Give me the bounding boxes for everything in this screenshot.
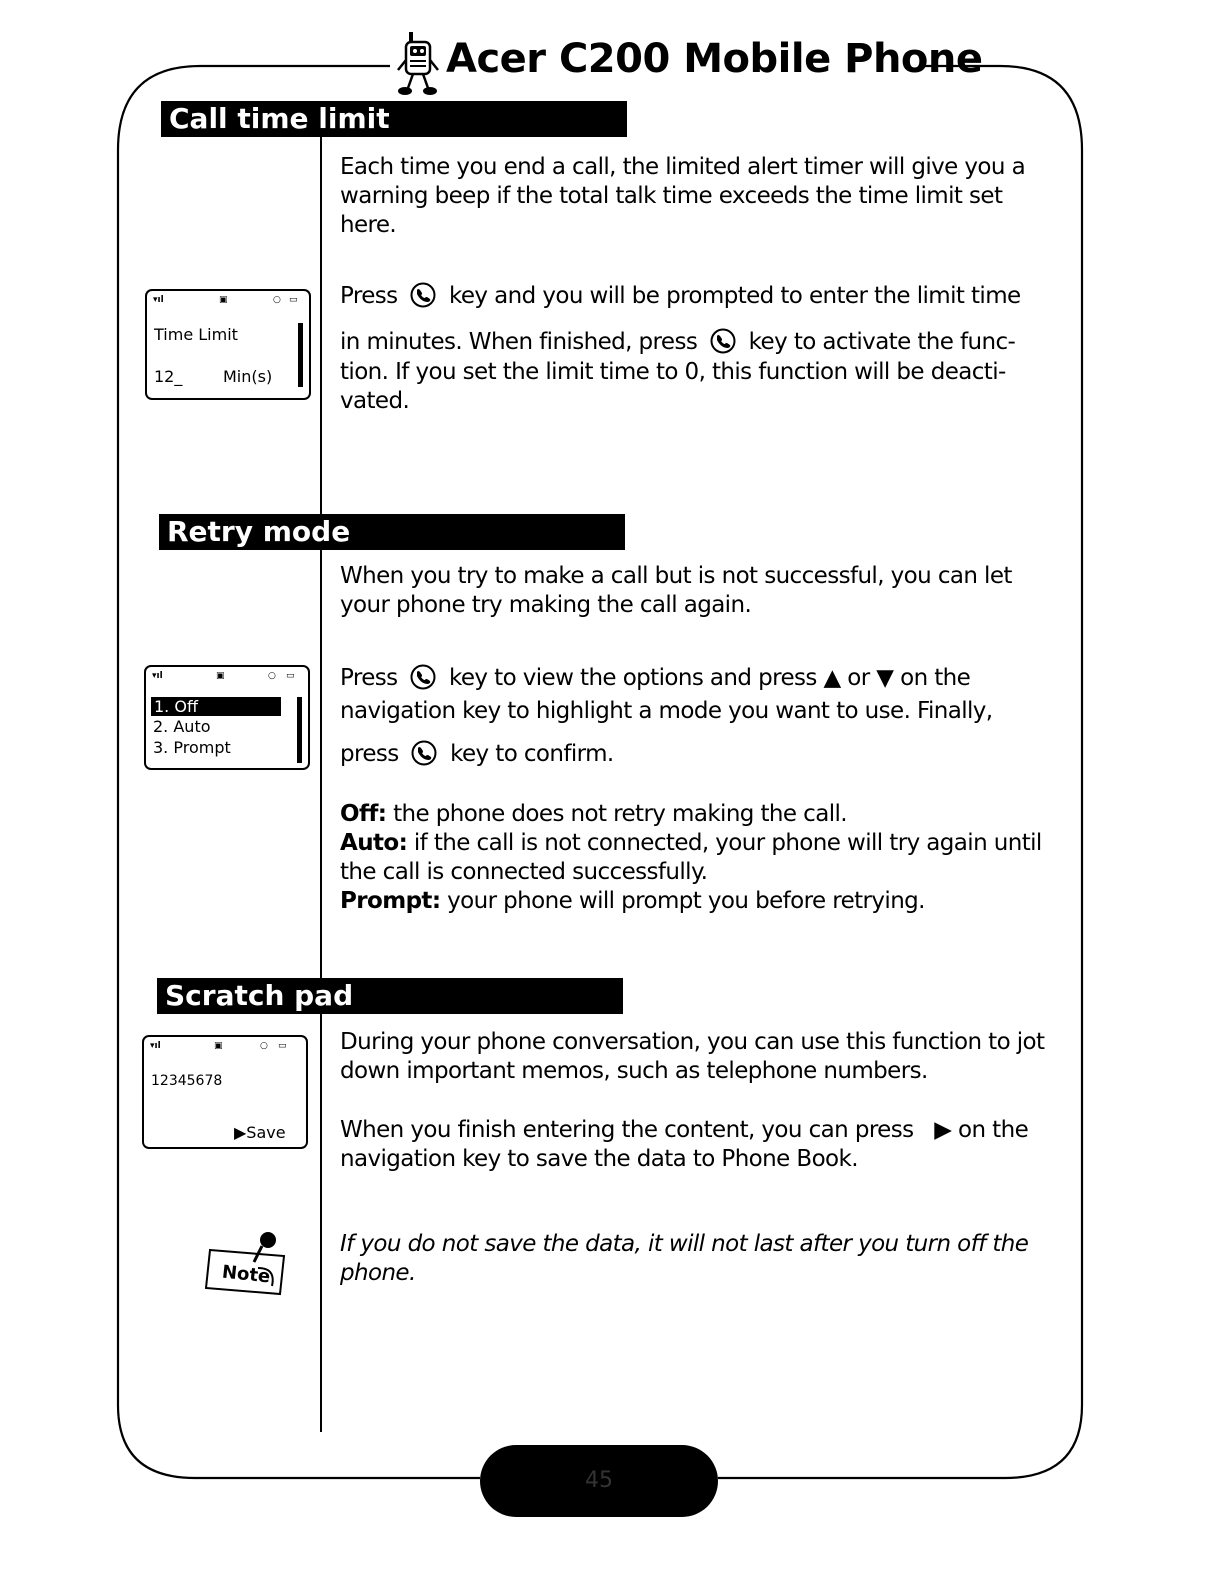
call-time-limit-instructions: Press key and you will be prompted to enter the limit time in minutes. When finished, press key to activate the func- tion. If you set the limit time to 0, this function will be deacti- vated. [340,283,1021,414]
page-number: 45 [480,1445,718,1517]
phone-screen-time-limit: ▾ıl ▣ ○ ▭ Time Limit 12_ Min(s) [145,289,311,400]
note-label: Note [221,1261,272,1288]
screen-label: Time Limit [154,325,238,344]
phone-mascot-icon [396,30,440,100]
definition-prompt: Prompt: your phone will prompt you before retrying. [340,888,925,914]
screen-scrollbar [297,697,302,763]
menu-item-off: 1. Off [151,697,281,716]
definition-auto: Auto: if the call is not connected, your phone will try again until the call is connected successfully. [340,830,1042,885]
retry-mode-definitions [340,800,1060,916]
page-title: Acer C200 Mobile Phone [446,36,983,82]
retry-mode-instructions: Press key to view the options and press ▲ or ▼ on the navigation key to highlight a mode you want to use. Finally, press key to confirm. [340,665,993,767]
scratch-pad-note: If you do not save the data, it will not last after you turn off the phone. [340,1231,1029,1286]
scratch-pad-instructions: When you finish entering the content, you can press ▶ on the navigation key to save the data to Phone Book. [340,1117,1029,1172]
retry-mode-intro: When you try to make a call but is not successful, you can let your phone try making the call again. [340,563,1012,618]
call-key-icon [410,282,436,308]
definition-off: Off: the phone does not retry making the call. [340,801,848,827]
call-key-icon [710,328,736,354]
phone-screen-retry-menu: ▾ıl ▣ ○ ▭ 1. Off 2. Auto 3. Prompt [144,665,310,770]
phone-screen-scratch-pad: ▾ıl ▣ ○ ▭ 12345678 ▶Save [142,1035,308,1149]
scratch-number: 12345678 [151,1073,223,1089]
call-key-icon [411,740,437,766]
section-heading-retry-mode: Retry mode [159,514,625,550]
screen-value: 12_ [154,367,183,386]
screen-unit: Min(s) [223,367,273,386]
section-heading-scratch-pad: Scratch pad [157,978,623,1014]
call-time-limit-intro: Each time you end a call, the limited alert timer will give you a warning beep if the total talk time exceeds the time limit set here. [340,154,1026,238]
save-softkey: ▶Save [234,1123,286,1142]
screen-scrollbar [298,323,303,387]
menu-item-auto: 2. Auto [153,717,211,736]
menu-item-prompt: 3. Prompt [153,738,231,757]
section-heading-call-time-limit: Call time limit [161,101,627,137]
scratch-pad-intro: During your phone conversation, you can use this function to jot down important memos, such as telephone numbers. [340,1029,1045,1084]
call-key-icon [410,664,436,690]
